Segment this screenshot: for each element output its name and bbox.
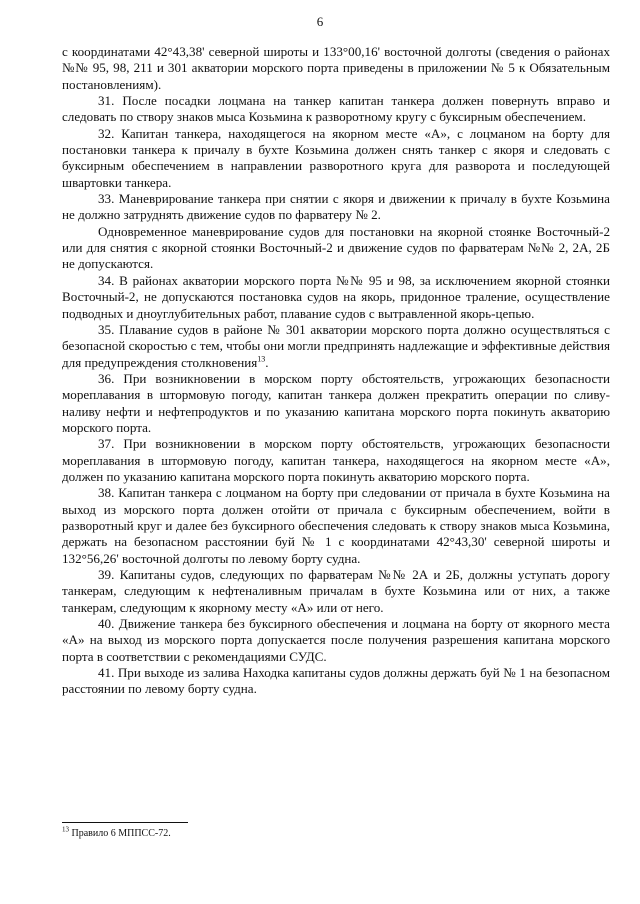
paragraph-33-second: Одновременное маневрирование судов для постановки на якорной стоянке Восточный-2 или для снятия с якорной стоянки Восточный-2 и движение судов по фарватерам №№ 2, 2А, 2Б не допускаются. (62, 223, 610, 272)
paragraph-38: 38. Капитан танкера с лоцманом на борту при следовании от причала в бухте Козьмина на выход из морского порта должен отойти от причала с буксирным обеспечением, войти в разворотный круг и далее без буксирного обеспечения следовать к створу знаков мыса Козьмина, держать на безопасном расстоянии буй № 1 с координатами 42°43,30' северной широты и 132°56,26' восточной долготы по левому борту судна. (62, 485, 610, 566)
paragraph-35 (62, 322, 610, 371)
paragraph-35-text: 35. Плавание судов в районе № 301 акватории морского порта должно осуществляться с безопасной скоростью с тем, чтобы они могли предпринять надлежащие и эффективные действия для предупреждения столкновения (62, 321, 610, 370)
footnote-reference: 13 (257, 354, 266, 364)
footnote-text: Правило 6 МППСС-72. (69, 828, 171, 839)
paragraph-33: 33. Маневрирование танкера при снятии с якоря и движении к причалу в бухте Козьмина не должно затруднять движение судов по фарватеру № 2. (62, 191, 610, 223)
paragraph-37: 37. При возникновении в морском порту обстоятельств, угрожающих безопасности мореплавания в штормовую погоду, капитан танкера, находящегося на якорном месте «А», должен по указанию капитана морского порта покинуть акваторию морского порта. (62, 436, 610, 484)
paragraph-41: 41. При выходе из залива Находка капитаны судов должны держать буй № 1 на безопасном расстоянии по левому борту судна. (62, 665, 610, 697)
document-body (62, 44, 610, 698)
paragraph-31: 31. После посадки лоцмана на танкер капитан танкера должен повернуть вправо и следовать по створу знаков мыса Козьмина к разворотному кругу с буксирным обеспечением. (62, 93, 610, 125)
page-number: 6 (316, 14, 324, 29)
paragraph-36: 36. При возникновении в морском порту обстоятельств, угрожающих безопасности мореплавания в штормовую погоду, капитан танкера должен прекратить операции по сливу-наливу нефти и нефтепродуктов и по указанию капитана морского порта покинуть акваторию морского порта. (62, 370, 610, 435)
footnote (62, 825, 610, 840)
paragraph-continuation: с координатами 42°43,38' северной широты и 133°00,16' восточной долготы (сведения о районах №№ 95, 98, 211 и 301 акватории морского порта приведены в приложении № 5 к Обязательным постановлениям). (62, 44, 610, 92)
paragraph-34: 34. В районах акватории морского порта №№ 95 и 98, за исключением якорной стоянки Восточный-2, не допускаются постановка судов на якорь, придонное траление, осуществление подводных и дноуглубительных работ, плавание судов с вытравленной якорь-цепью. (62, 272, 610, 321)
footnote-divider (62, 822, 188, 823)
footnote-marker: 13 (62, 825, 69, 834)
paragraph-40: 40. Движение танкера без буксирного обеспечения и лоцмана на борту от якорного места «А» на выход из морского порта допускается после получения разрешения капитана морского порта в соответствии с рекомендациями СУДС. (62, 616, 610, 664)
paragraph-35-end: . (265, 354, 269, 370)
paragraph-32: 32. Капитан танкера, находящегося на якорном месте «А», с лоцманом на борту для постановки танкера к причалу в бухте Козьмина должен снять танкер с якоря и следовать с буксирным обеспечением в направлении разворотного круга для разворота и последующей швартовки танкера. (62, 125, 610, 190)
paragraph-39: 39. Капитаны судов, следующих по фарватерам №№ 2А и 2Б, должны уступать дорогу танкерам, следующим к нефтеналивным причалам в бухте Козьмина или от них, а также танкерам, следующим к якорному месту «А» или от него. (62, 567, 610, 615)
